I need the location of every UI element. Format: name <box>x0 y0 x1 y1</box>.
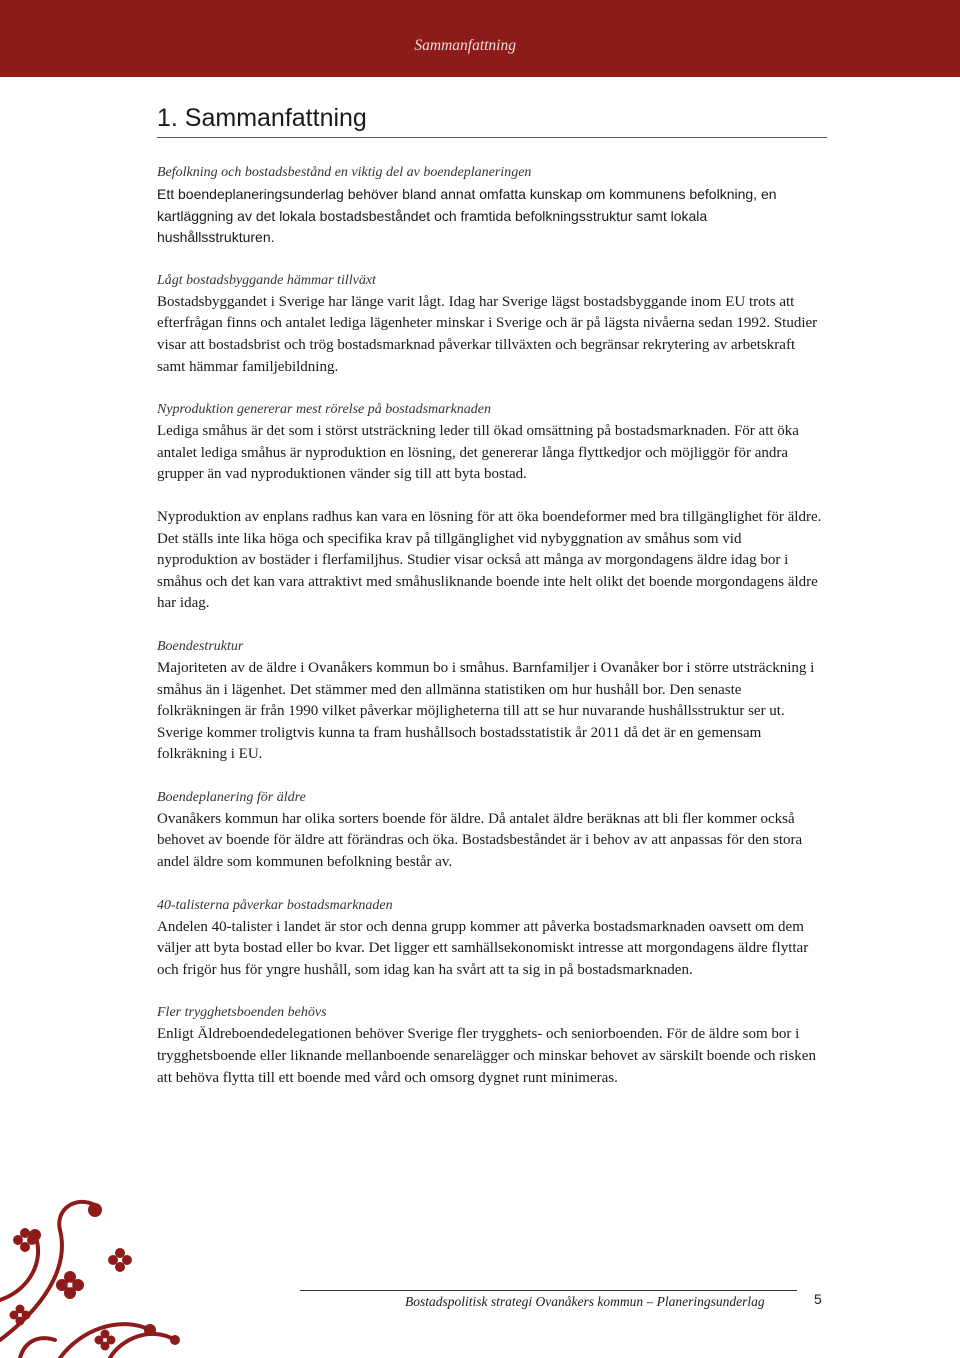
section-body: Ovanåkers kommun har olika sorters boende för äldre. Då antalet äldre beräknas att bli fler kommer också behovet av boende för äldre att förändras och öka. Bostadsbeståndet är i behov av att anpassas för den stora andel äldre som kommunen befolkning består av. <box>157 810 803 871</box>
main-content <box>157 162 823 1110</box>
footer-text: Bostadspolitisk strategi Ovanåkers kommun – Planeringsunderlag <box>405 1294 765 1309</box>
section-enplans-radhus <box>157 507 823 615</box>
floral-swirl-ornament-icon <box>0 1190 300 1358</box>
page-number: 5 <box>814 1291 822 1307</box>
section-heading: Boendestruktur <box>157 638 244 654</box>
footer-rule <box>300 1290 797 1291</box>
section-nyproduktion <box>157 399 823 486</box>
section-lagt-bostadsbyggande <box>157 270 823 378</box>
page-title: 1. Sammanfattning <box>157 104 367 132</box>
section-heading: 40-talisterna påverkar bostadsmarknaden <box>157 897 393 913</box>
section-40-talisterna <box>157 895 823 982</box>
section-trygghetsboenden <box>157 1002 823 1089</box>
section-body: Lediga småhus är det som i störst utsträckning leder till ökad omsättning på bostadsmarknaden. För att öka antalet lediga småhus är nyproduktion en lösning, det genererar långa flyttkedjor och möjliggör för andra grupper än vad nyproduktionen vänder sig till att byta bostad. <box>157 423 799 483</box>
section-body: Enligt Äldreboendedelegationen behöver Sverige fler trygghets- och seniorboenden. För de äldre som bor i trygghetsboende eller liknande mellanboende senarelägger och minskar behovet av särskilt boende och risken att behöva flytta till ett boende med vård och omsorg dygnet runt minimeras. <box>157 1026 816 1086</box>
section-heading: Befolkning och bostadsbestånd en viktig del av boendeplaneringen <box>157 165 532 180</box>
section-boendestruktur <box>157 636 823 766</box>
section-body: Nyproduktion av enplans radhus kan vara en lösning för att öka boendeformer med bra tillgänglighet för äldre. Det ställs inte lika höga och specifika krav på tillgänglighet vid nybyggnation av småhus som vid nyproduktion av bostäder i flerfamiljhus. Studier visar också att många av morgondagens äldre idag bor i småhus och det kan vara attraktivt med småhusliknande boende inte helt olikt det boende morgondagens äldre har idag. <box>157 508 822 612</box>
section-body: Majoriteten av de äldre i Ovanåkers kommun bo i småhus. Barnfamiljer i Ovanåker bor i större utsträckning i småhus än i lägenhet. Det stämmer med den allmänna statistiken om hur hushåll bor. Den senaste folkräkningen är från 1990 vilket påverkar möjligheterna till att se hur nuvarande hushållsstruktur ser ut. Sverige kommer troligtvis kunna ta fram hushållsoch bostadsstatistik år 2011 då det är en gemensam folkräkning i EU. <box>157 659 815 763</box>
section-body: Andelen 40-talister i landet är stor och denna grupp kommer att påverka bostadsmarknaden oavsett om dem väljer att byta bostad eller bo kvar. Det ligger ett samhällsekonomiskt intresse att morgondagens äldre flyttar och frigör hus för yngre hushåll, som idag kan ha svårt att ta sig in på bostadsmarknaden. <box>157 918 809 978</box>
section-boendeplanering-aldre <box>157 787 823 874</box>
section-heading: Fler trygghetsboenden behövs <box>157 1005 327 1021</box>
section-body: Ett boendeplaneringsunderlag behöver bland annat omfatta kunskap om kommunens befolkning, en kartläggning av det lokala bostadsbeståndet och framtida befolkningsstruktur samt lokala hushållsstrukturen. <box>157 186 777 246</box>
running-header-title: Sammanfattning <box>414 37 516 54</box>
section-befolkning <box>157 162 823 249</box>
section-heading: Nyproduktion genererar mest rörelse på bostadsmarknaden <box>157 402 492 418</box>
section-body: Bostadsbyggandet i Sverige har länge varit lågt. Idag har Sverige lägst bostadsbyggande inom EU trots att efterfrågan finns och antalet lediga lägenheter minskar i Sverige och är på lägsta nivåerna sedan 1992. Studier visar att bostadsbrist och trög bostadsmarknad påverkar tillväxten och begränsar rekrytering av arbetskraft samt hämmar familjebildning. <box>157 293 818 375</box>
title-underline <box>157 137 827 138</box>
section-heading: Lågt bostadsbyggande hämmar tillväxt <box>157 272 376 288</box>
section-heading: Boendeplanering för äldre <box>157 789 306 805</box>
